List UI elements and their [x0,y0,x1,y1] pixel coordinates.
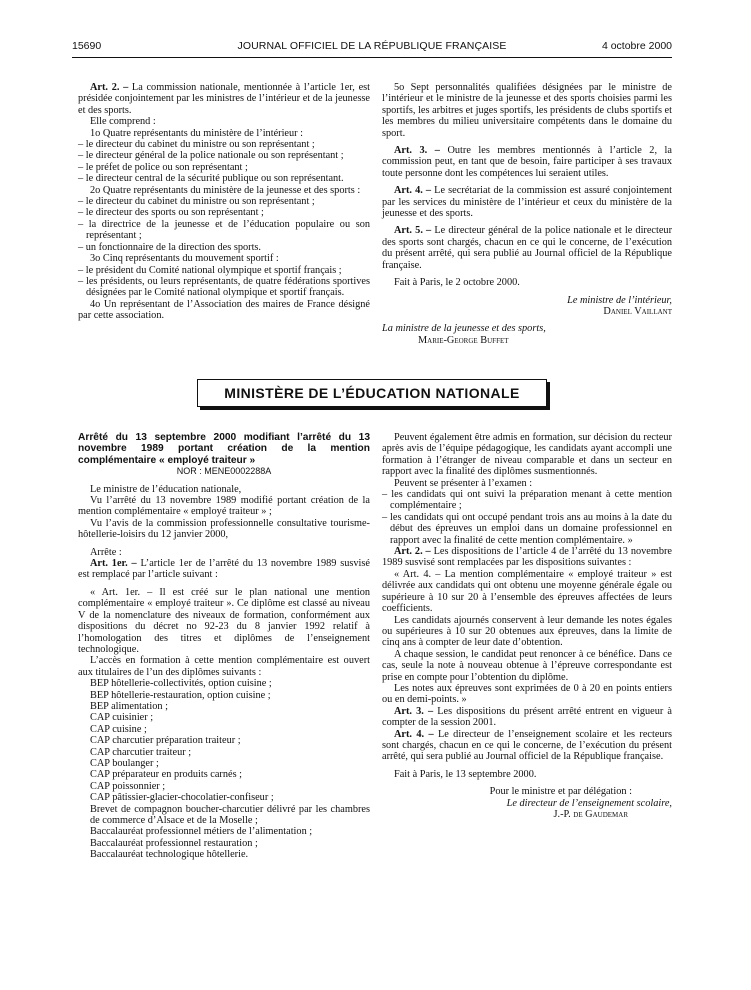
top-left-column [78,82,370,322]
diploma-item: CAP cuisine ; [90,723,147,735]
comprend-line: Elle comprend : [90,116,156,128]
vu-line-1: Vu l’arrêté du 13 novembre 1989 modifié portant création de la mention complémentaire « employé traiteur » ; [78,495,370,518]
quote-ajournes: Les candidats ajournés conservent à leur demande les notes égales ou supérieures à 10 sur 20 obtenues aux épreuves, dans la limite de cinq ans à compter de leur date d’obtention. [382,614,672,649]
quote-article-1: « Art. 1er. – Il est créé sur le plan national une mention complémentaire « employé traiteur ». Ce diplôme est classé au niveau V de la nomenclature des niveaux de formation, conformément aux dispositions du décret no 92-23 du 8 janvier 1992 relatif à l’homologation des titres et diplômes de l’enseignement technologique. [78,586,370,655]
article-5-text: Le directeur général de la police nationale et le directeur des sports sont chargés, chacun en ce qui le concerne, de l’exécution du présent arrêté, qui sera publié au Journal officiel de la République française. [382,225,673,271]
signature-title: Le directeur de l’enseignement scolaire, [506,797,672,809]
article-1-text: L’article 1er de l’arrêté du 13 novembre 1989 susvisé est remplacé par l’article suivant : [78,558,370,581]
diploma-item: CAP poissonnier ; [90,780,166,792]
item-4: 4o Un représentant de l’Association des maires de France désigné par cette association. [78,298,370,322]
diploma-item: BEP hôtellerie-collectivités, option cuisine ; [90,678,272,690]
article-5-heading: Art. 5. – [394,225,432,237]
item-2: 2o Quatre représentants du ministère de la jeunesse et des sports : [90,184,361,196]
article-1-paragraph [78,558,370,581]
nor-reference: NOR : MENE0002288A [176,466,272,477]
item-1-dash-3: – le préfet de police ou son représentant ; [78,161,248,173]
signing-place-date: Fait à Paris, le 2 octobre 2000. [394,277,520,289]
diploma-item: CAP charcutier préparation traiteur ; [90,735,241,747]
bottom-left-column [78,432,370,861]
article-3-text: Les dispositions du présent arrêté entrent en vigueur à compter de la session 2001. [382,705,672,729]
article-2-heading: Art. 2. – [90,82,129,93]
vu-line-2: Vu l’avis de la commission professionnelle consultative tourisme-hôtellerie-loisirs du 12 janvier 2000, [78,517,370,541]
article-3-heading: Art. 3. – [394,145,440,157]
diploma-item: BEP hôtellerie-restauration, option cuisine ; [90,689,271,701]
article-4-heading: Art. 4. – [394,185,432,197]
item-3: 3o Cinq représentants du mouvement sportif : [90,253,279,265]
quote-session: A chaque session, le candidat peut renoncer à ce bénéfice. Dans ce cas, seule la note à nouveau obtenue à l’épreuve correspondante est prise en compte pour l’obtention du diplôme. [382,648,672,683]
article-3-text: Outre les membres mentionnés à l’article 2, la commission peut, en tant que de besoin, faire participer à ses travaux toute personne dont les compétences lui seraient utiles. [382,145,672,179]
item-1-dash-2: – le directeur général de la police nationale ou son représentant ; [78,150,344,162]
page-header [72,40,672,56]
diploma-item: CAP préparateur en produits carnés ; [90,769,243,781]
item-2-dash-4: – un fonctionnaire de la direction des sports. [78,241,262,253]
decree-title: Arrêté du 13 septembre 2000 modifiant l’arrêté du 13 novembre 1989 portant création de la mention complémentaire « employé traiteur » [78,432,370,466]
article-2-text: Les dispositions de l’article 4 de l’arrêté du 13 novembre 1989 susvisé sont remplacées par les dispositions suivantes : [382,546,673,569]
diploma-item: CAP boulanger ; [90,757,159,769]
admission-paragraph: Peuvent également être admis en formation, sur décision du recteur après avis de l’équipe pédagogique, les candidats ayant accompli une formation à l’étranger de niveau comparable et dans un secteur en rapport avec la finalité des diplômes susmentionnés. [382,432,672,478]
item-3-dash-2: – les présidents, ou leurs représentants, de quatre fédérations sportives désignées par le Comité national olympique et sportif français. [78,275,370,299]
item-5: 5o Sept personnalités qualifiées désignées par le ministre de l’intérieur et le ministre de la jeunesse et des sports choisies parmi les sportifs, les arbitres et juges sportifs, les présidents de clubs sportifs et les membres du milieu universitaire compétents dans le domaine du sport. [382,82,672,139]
top-right-column [382,82,672,346]
exam-intro: Peuvent se présenter à l’examen : [394,477,533,489]
diploma-item: CAP cuisinier ; [90,712,154,724]
diploma-list [78,678,370,861]
item-2-dash-2: – le directeur des sports ou son représentant ; [78,207,264,219]
signature-name: J.-P. de Gaudemar [553,809,628,820]
minister-line: Le ministre de l’éducation nationale, [90,483,242,495]
article-2-paragraph [382,546,672,569]
quote-notes: Les notes aux épreuves sont exprimées de 0 à 20 en points entiers ou en demi-points. » [382,682,672,706]
article-5-paragraph [382,225,672,271]
item-2-dash-1: – le directeur du cabinet du ministre ou son représentant ; [78,196,315,208]
signature-pour: Pour le ministre et par délégation : [489,786,632,798]
article-2-text: La commission nationale, mentionnée à l’article 1er, est présidée conjointement par les ministres de l’intérieur et de la jeunesse et des sports. [78,82,371,116]
exam-dash-2: – les candidats qui ont occupé pendant trois ans au moins à la date du début des épreuves un emploi dans un domaine professionnel en rapport avec la finalité de cette mention complémentaire. » [382,511,672,546]
publication-date: 4 octobre 2000 [601,40,672,52]
signature-1-title: Le ministre de l’intérieur, [567,294,672,306]
item-3-dash-1: – le président du Comité national olympique et sportif français ; [78,264,342,276]
signature-2-name: Marie-George Buffet [418,334,509,346]
signing-place-date: Fait à Paris, le 13 septembre 2000. [394,768,537,780]
signature-1-name: Daniel Vaillant [603,305,672,317]
diploma-item: Baccalauréat technologique hôtellerie. [90,849,249,861]
article-2-paragraph [78,82,370,116]
ministry-banner: MINISTÈRE DE L’ÉDUCATION NATIONALE [197,379,547,407]
diploma-item: Baccalauréat professionnel restauration ; [90,837,258,849]
article-4-heading: Art. 4. – [394,728,434,740]
bottom-right-column [382,432,672,820]
exam-dash-1: – les candidats qui ont suivi la préparation menant à cette mention complémentaire ; [382,489,672,512]
quote-access: L’accès en formation à cette mention complémentaire est ouvert aux titulaires de l’un des diplômes suivants : [78,655,370,678]
journal-title: JOURNAL OFFICIEL DE LA RÉPUBLIQUE FRANÇAISE [237,40,507,52]
article-3-paragraph [382,706,672,729]
header-rule [72,57,672,58]
diploma-item: BEP alimentation ; [90,700,168,712]
article-4-text: Le secrétariat de la commission est assuré conjointement par les services du ministère de l’intérieur et ceux du ministère de la jeunesse et des sports. [382,185,673,220]
item-2-dash-3: – la directrice de la jeunesse et de l’éducation populaire ou son représentant ; [78,218,370,242]
article-3-paragraph [382,145,672,179]
diploma-item: Baccalauréat professionnel métiers de l’alimentation ; [90,826,313,838]
article-4-text: Le directeur de l’enseignement scolaire et les recteurs sont chargés, chacun en ce qui le concerne, de l’exécution du présent arrêté, qui sera publié au Journal officiel de la République française. [382,728,673,763]
diploma-item: CAP pâtissier-glacier-chocolatier-confiseur ; [90,792,274,804]
arrete-line: Arrête : [90,546,122,558]
article-2-heading: Art. 2. – [394,546,431,558]
article-1-heading: Art. 1er. – [90,558,137,570]
item-1-dash-1: – le directeur du cabinet du ministre ou son représentant ; [78,139,315,151]
diploma-item: CAP charcutier traiteur ; [90,746,192,758]
item-1: 1o Quatre représentants du ministère de l’intérieur : [90,127,304,139]
diploma-item: Brevet de compagnon boucher-charcutier délivré par les chambres de commerce d’Alsace et de la Moselle ; [90,803,370,826]
page-number: 15690 [72,40,102,52]
article-3-heading: Art. 3. – [394,705,434,717]
quote-article-4: « Art. 4. – La mention complémentaire « employé traiteur » est délivrée aux candidats qui ont obtenu une moyenne générale égale ou supérieure à 10 sur 20 à l’ensemble des épreuves affectées de leurs coefficients. [382,568,672,615]
article-4-paragraph [382,729,672,763]
signature-2-title: La ministre de la jeunesse et des sports, [382,323,546,335]
article-4-paragraph [382,185,672,219]
item-1-dash-4: – le directeur central de la sécurité publique ou son représentant. [78,173,344,185]
